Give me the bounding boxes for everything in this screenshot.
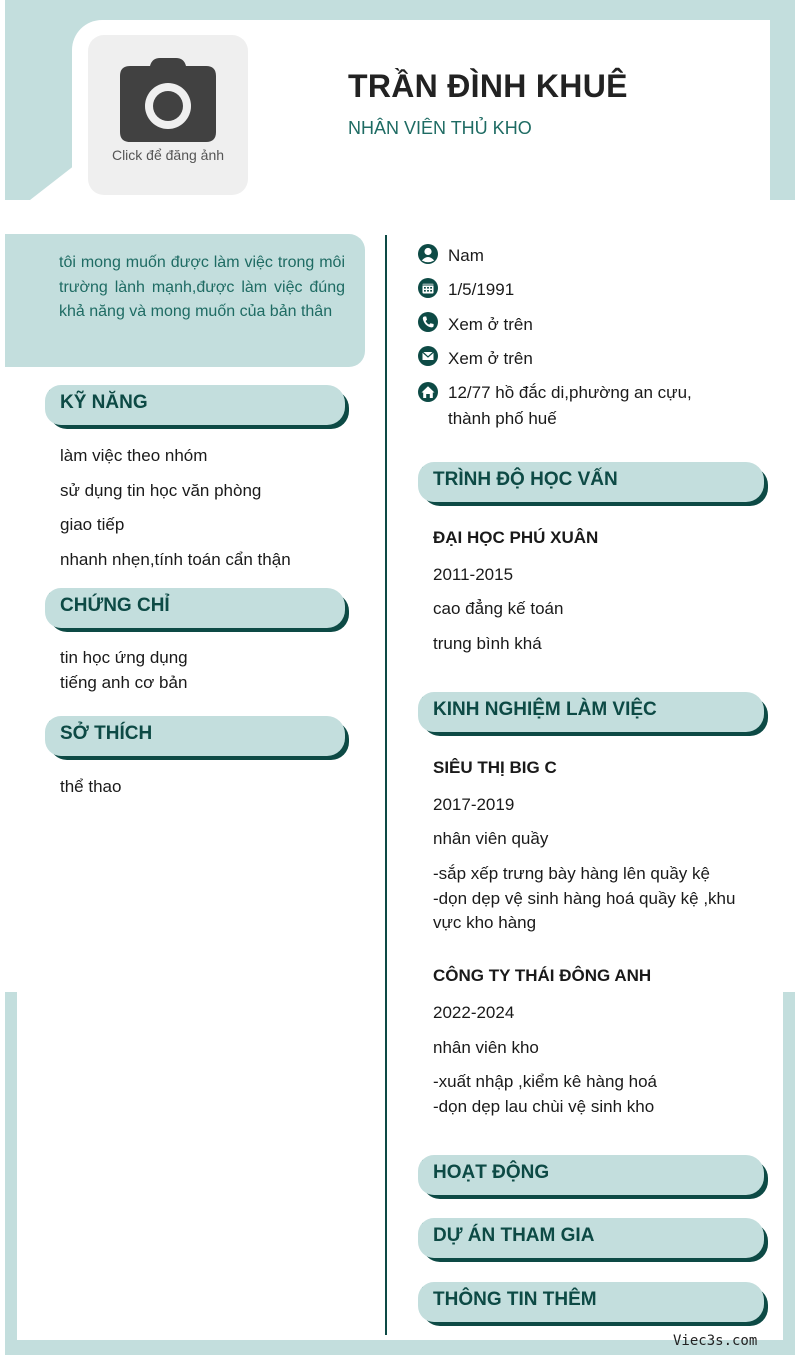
job-description[interactable]: vực kho hàng (433, 913, 537, 932)
company-name[interactable]: CÔNG TY THÁI ĐÔNG ANH (433, 966, 652, 985)
education-grade[interactable]: trung bình khá (433, 634, 542, 653)
company-name[interactable]: SIÊU THỊ BIG C (433, 758, 557, 777)
address-line-1[interactable]: 12/77 hồ đắc di,phường an cựu, (448, 383, 692, 402)
school-name[interactable]: ĐẠI HỌC PHÚ XUÂN (433, 528, 599, 547)
certificate-item[interactable]: tin học ứng dụng (60, 648, 188, 667)
phone-value[interactable]: Xem ở trên (448, 315, 533, 334)
job-description[interactable]: -xuất nhập ,kiểm kê hàng hoá (433, 1072, 657, 1091)
skill-item[interactable]: làm việc theo nhóm (60, 446, 208, 465)
user-icon (418, 244, 438, 264)
job-description[interactable]: -dọn dẹp vệ sinh hàng hoá quầy kệ ,khu (433, 889, 736, 908)
objective-box (5, 234, 365, 367)
job-description[interactable]: -sắp xếp trưng bày hàng lên quầy kệ (433, 864, 710, 883)
section-header-skills (45, 385, 345, 425)
camera-icon (120, 58, 216, 142)
section-header-projects (418, 1218, 764, 1258)
objective-text[interactable]: tôi mong muốn được làm việc trong môi trường lành mạnh,được làm việc đúng khả năng và mong muốn của bản thân (59, 254, 345, 320)
photo-caption: Click để đăng ảnh (111, 147, 225, 163)
phone-icon (418, 312, 438, 332)
section-header-certificates (45, 588, 345, 628)
column-divider (385, 235, 387, 1335)
calendar-icon (418, 278, 438, 298)
job-years[interactable]: 2022-2024 (433, 1003, 515, 1022)
section-header-activities (418, 1155, 764, 1195)
job-title[interactable]: NHÂN VIÊN THỦ KHO (348, 118, 532, 138)
education-years[interactable]: 2011-2015 (433, 565, 514, 584)
skill-item[interactable]: nhanh nhẹn,tính toán cẩn thận (60, 550, 291, 569)
skill-item[interactable]: giao tiếp (60, 515, 125, 534)
section-title[interactable]: HOẠT ĐỘNG (433, 1162, 550, 1183)
candidate-name[interactable]: TRẦN ĐÌNH KHUÊ (348, 68, 628, 104)
section-title[interactable]: KỸ NĂNG (60, 392, 148, 413)
section-header-education (418, 462, 764, 502)
section-title[interactable]: TRÌNH ĐỘ HỌC VẤN (433, 469, 618, 490)
section-title[interactable]: CHỨNG CHỈ (60, 595, 170, 616)
hobby-item[interactable]: thể thao (60, 777, 122, 796)
home-icon (418, 382, 438, 402)
address-line-2[interactable]: thành phố huế (448, 409, 557, 428)
header-card-fill (248, 22, 770, 202)
education-major[interactable]: cao đẳng kế toán (433, 599, 564, 618)
job-description[interactable]: -dọn dẹp lau chùi vệ sinh kho (433, 1097, 655, 1116)
photo-upload[interactable] (88, 35, 248, 195)
certificate-item[interactable]: tiếng anh cơ bản (60, 673, 188, 692)
email-icon (418, 346, 438, 366)
section-title[interactable]: SỞ THÍCH (60, 723, 153, 744)
gender-value[interactable]: Nam (448, 246, 484, 265)
job-position[interactable]: nhân viên kho (433, 1038, 539, 1057)
section-header-hobbies (45, 716, 345, 756)
skill-item[interactable]: sử dụng tin học văn phòng (60, 481, 262, 500)
footer-watermark: Viec3s.com (673, 1333, 758, 1349)
birthday-value[interactable]: 1/5/1991 (448, 280, 515, 299)
section-header-experience (418, 692, 764, 732)
section-title[interactable]: THÔNG TIN THÊM (433, 1289, 597, 1310)
job-years[interactable]: 2017-2019 (433, 795, 515, 814)
section-title[interactable]: DỰ ÁN THAM GIA (433, 1225, 595, 1246)
section-title[interactable]: KINH NGHIỆM LÀM VIỆC (433, 699, 657, 720)
section-header-more-info (418, 1282, 764, 1322)
header-corner (30, 165, 75, 200)
email-value[interactable]: Xem ở trên (448, 349, 533, 368)
job-position[interactable]: nhân viên quầy (433, 829, 549, 848)
